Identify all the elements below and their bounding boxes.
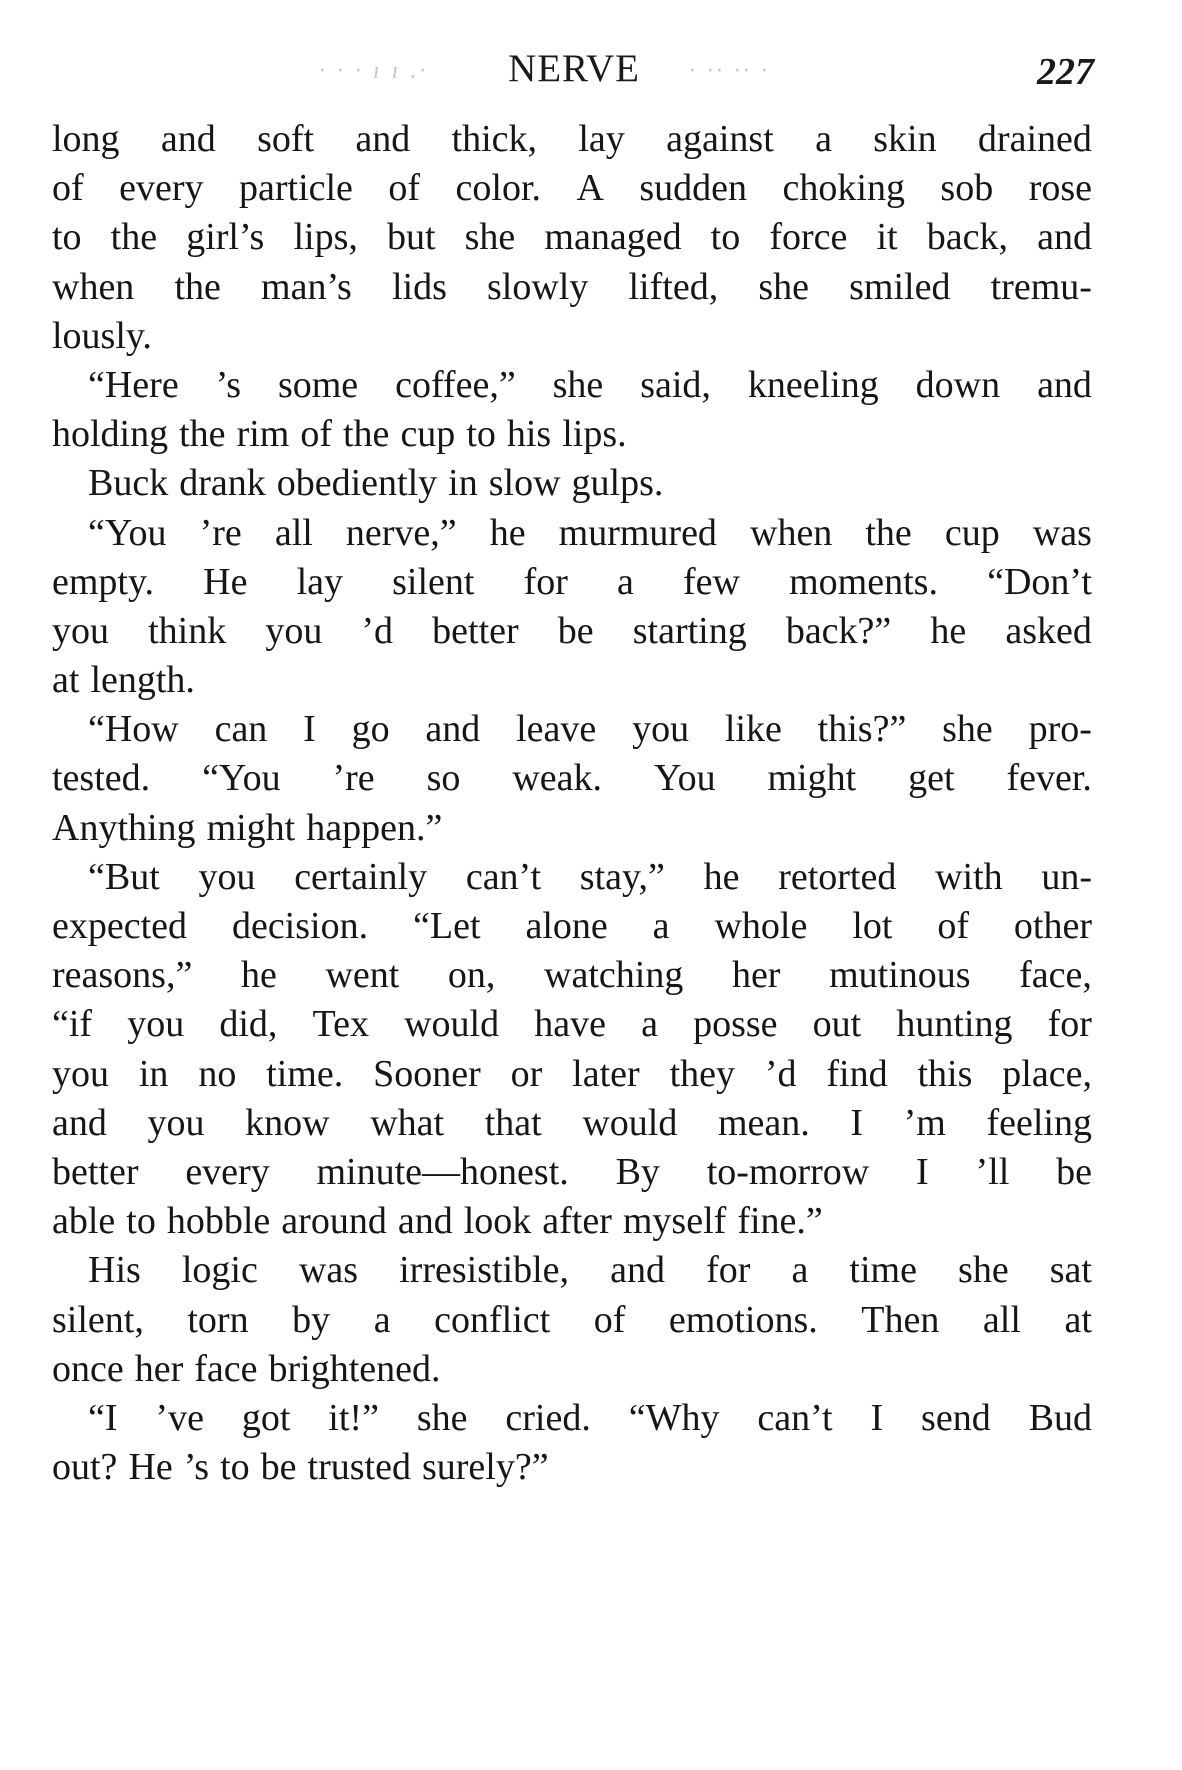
word: You <box>653 757 716 800</box>
word: sat <box>1049 1249 1092 1292</box>
word: ’ll <box>975 1150 1010 1193</box>
word: “But <box>88 855 160 898</box>
text-line <box>52 1000 1092 1049</box>
text-line <box>52 1050 1092 1099</box>
word: “You <box>88 511 167 554</box>
word: minute—honest. <box>316 1150 569 1193</box>
text-line <box>52 1296 1092 1345</box>
word: send <box>921 1396 991 1439</box>
word: after <box>542 1200 612 1243</box>
word: better <box>432 609 519 652</box>
word: torn <box>187 1298 249 1341</box>
word: able <box>52 1200 116 1243</box>
word: “Don’t <box>987 560 1092 603</box>
page-number: 227 <box>1037 51 1094 93</box>
word: all <box>274 511 313 554</box>
word: hunting <box>896 1003 1013 1046</box>
word: with <box>935 855 1003 898</box>
word: the <box>343 413 390 456</box>
word: retorted <box>778 855 897 898</box>
word: few <box>683 560 740 603</box>
word: thick, <box>451 118 538 160</box>
word: “I <box>88 1396 118 1439</box>
word: weak. <box>512 757 603 800</box>
word: length. <box>90 659 195 702</box>
word: you <box>198 855 256 898</box>
word: face <box>194 1347 258 1390</box>
word: lously. <box>52 314 152 357</box>
word: she <box>758 265 809 308</box>
word: and <box>52 1101 107 1144</box>
word: Sooner <box>373 1052 481 1095</box>
word: to <box>710 216 741 259</box>
word: no <box>198 1052 237 1095</box>
word: the <box>865 511 912 554</box>
word: go <box>351 708 390 751</box>
word: ’d <box>764 1052 797 1095</box>
word: like <box>724 708 782 751</box>
word: cup <box>944 511 1000 554</box>
word: “Let <box>413 905 481 947</box>
text-line <box>52 410 1092 459</box>
word: did, <box>219 1003 278 1046</box>
word: watching <box>544 954 684 997</box>
word: all <box>982 1298 1021 1341</box>
word: I <box>850 1101 864 1144</box>
word: tremu- <box>990 265 1092 308</box>
word: Buck <box>88 462 169 505</box>
word: starting <box>632 609 747 652</box>
word: would <box>582 1101 678 1144</box>
word: by <box>292 1298 331 1341</box>
word: I <box>870 1396 884 1439</box>
word: you <box>127 1003 185 1046</box>
word: in <box>138 1052 169 1095</box>
word: lay <box>296 560 344 603</box>
word: be <box>260 1446 297 1489</box>
word: lids <box>391 265 447 308</box>
word: lips, <box>293 216 358 259</box>
word: look <box>463 1200 532 1243</box>
word: to <box>126 1200 156 1243</box>
word: once <box>52 1347 124 1390</box>
word: back?” <box>785 609 892 652</box>
word: a <box>652 905 670 947</box>
word: got <box>241 1396 291 1439</box>
word: at <box>1064 1298 1092 1341</box>
word: for <box>523 560 568 603</box>
word: said, <box>640 363 711 406</box>
word: might <box>767 757 857 800</box>
word: back, <box>926 216 1008 259</box>
word: was <box>1032 511 1092 554</box>
running-head <box>54 42 1094 102</box>
word: fine.” <box>737 1200 823 1243</box>
text-line <box>52 1099 1092 1148</box>
text-line <box>52 1246 1092 1295</box>
word: drained <box>977 118 1092 160</box>
text-line <box>52 213 1092 262</box>
word: long <box>52 118 120 160</box>
word: to <box>220 1446 250 1489</box>
word: holding <box>52 413 169 456</box>
word: they <box>669 1052 735 1095</box>
word: she <box>464 216 516 259</box>
word: gulps. <box>571 462 664 505</box>
word: you <box>265 609 323 652</box>
word: I <box>303 708 316 751</box>
word: can’t <box>757 1396 833 1439</box>
word: can’t <box>465 855 542 898</box>
word: get <box>908 757 955 800</box>
word: every <box>119 167 204 210</box>
word: skin <box>873 118 937 160</box>
word: ’s <box>183 1446 210 1489</box>
word: asked <box>1005 609 1092 652</box>
word: He <box>128 1446 173 1489</box>
running-title: NERVE <box>508 47 640 90</box>
word: “Here <box>88 363 179 406</box>
text-line <box>52 1394 1092 1443</box>
word: sudden <box>639 167 748 210</box>
word: a <box>791 1249 809 1292</box>
word: and <box>355 118 411 160</box>
word: but <box>386 216 436 259</box>
word: soft <box>257 118 315 160</box>
text-line <box>52 656 1092 705</box>
text-line <box>52 558 1092 607</box>
word: so <box>426 757 461 800</box>
word: around <box>281 1200 387 1243</box>
word: ’ve <box>155 1396 204 1439</box>
word: better <box>52 1150 139 1193</box>
word: of <box>52 167 84 210</box>
word: she <box>552 363 604 406</box>
word: color. <box>455 167 541 210</box>
word: decision. <box>231 905 369 947</box>
word: this <box>917 1052 973 1095</box>
word: down <box>915 363 1001 406</box>
word: choking <box>782 167 905 210</box>
text-line <box>52 804 1092 853</box>
word: Anything <box>52 806 196 849</box>
word: of <box>388 167 421 210</box>
word: a <box>815 118 832 160</box>
text-line <box>52 164 1092 213</box>
word: mean. <box>717 1101 810 1144</box>
word: some <box>277 363 359 406</box>
word: that <box>484 1101 542 1144</box>
text-line <box>52 853 1092 902</box>
text-line <box>52 263 1092 312</box>
word: surely?” <box>421 1446 549 1489</box>
word: you <box>52 1052 109 1095</box>
word: sob <box>940 167 994 210</box>
word: the <box>179 413 226 456</box>
word: whole <box>714 905 808 947</box>
word: or <box>510 1052 543 1095</box>
word: and <box>1037 216 1092 259</box>
word: coffee,” <box>395 363 516 406</box>
word: cried. <box>505 1396 591 1439</box>
word: murmured <box>558 511 717 554</box>
word: find <box>826 1052 888 1095</box>
text-line <box>52 1443 1092 1492</box>
word: brightened. <box>268 1347 441 1390</box>
word: she <box>416 1396 468 1439</box>
word: By <box>615 1150 660 1193</box>
word: out <box>812 1003 862 1046</box>
word: he <box>489 511 526 554</box>
word: kneeling <box>747 363 879 406</box>
word: hobble <box>166 1200 271 1243</box>
word: of <box>937 905 969 947</box>
word: can <box>214 708 268 751</box>
word: silent <box>392 560 475 603</box>
word: “if <box>52 1003 93 1046</box>
word: it!” <box>328 1396 379 1439</box>
body-text <box>52 115 1092 1492</box>
text-line <box>52 115 1092 164</box>
word: lay <box>578 118 625 160</box>
word: and <box>610 1249 665 1292</box>
word: managed <box>544 216 682 259</box>
word: and <box>425 708 481 751</box>
word: of <box>300 413 332 456</box>
word: and <box>160 118 216 160</box>
word: leave <box>516 708 597 751</box>
word: smiled <box>849 265 951 308</box>
word: Then <box>861 1298 940 1341</box>
word: He <box>203 560 248 603</box>
word: was <box>298 1249 359 1292</box>
word: it <box>876 216 898 259</box>
text-line <box>52 1345 1092 1394</box>
text-line <box>52 951 1092 1000</box>
word: be <box>1056 1150 1092 1193</box>
word: moments. <box>789 560 938 603</box>
word: happen.” <box>306 806 443 849</box>
word: went <box>325 954 400 997</box>
word: Bud <box>1028 1396 1092 1439</box>
word: this?” <box>817 708 907 751</box>
word: have <box>534 1003 606 1046</box>
word: you <box>632 708 690 751</box>
word: rose <box>1028 167 1092 210</box>
word: she <box>942 708 993 751</box>
word: at <box>52 659 80 702</box>
word: a <box>373 1298 391 1341</box>
word: cup <box>400 413 456 456</box>
word: lifted, <box>628 265 719 308</box>
word: A <box>576 167 604 210</box>
word: be <box>557 609 594 652</box>
word: slow <box>488 462 561 505</box>
word: ’m <box>903 1101 946 1144</box>
word: time <box>849 1249 917 1292</box>
word: he <box>240 954 277 997</box>
word: the <box>110 216 158 259</box>
word: he <box>930 609 967 652</box>
word: to <box>52 216 82 259</box>
word: empty. <box>52 560 155 603</box>
text-line <box>52 754 1092 803</box>
word: know <box>245 1101 330 1144</box>
word: his <box>506 413 552 456</box>
word: force <box>769 216 848 259</box>
word: un- <box>1041 855 1092 898</box>
word: place, <box>1002 1052 1092 1095</box>
word: emotions. <box>668 1298 818 1341</box>
word: logic <box>181 1249 258 1292</box>
word: tested. <box>52 757 151 800</box>
word: might <box>206 806 296 849</box>
word: irresistible, <box>399 1249 570 1292</box>
word: in <box>448 462 478 505</box>
word: stay,” <box>579 855 665 898</box>
word: of <box>593 1298 626 1341</box>
word: rim <box>236 413 290 456</box>
word: you <box>52 609 109 652</box>
word: “How <box>88 708 179 751</box>
word: would <box>404 1003 500 1046</box>
word: feeling <box>986 1101 1092 1144</box>
word: pro- <box>1028 708 1092 751</box>
word: conflict <box>434 1298 551 1341</box>
word: think <box>148 609 227 652</box>
word: on, <box>447 954 496 997</box>
word: “Why <box>628 1396 720 1439</box>
word: out? <box>52 1446 118 1489</box>
show-through-text-left: · · · ı ı .· <box>319 58 429 84</box>
text-line <box>52 902 1092 951</box>
word: a <box>617 560 634 603</box>
word: and <box>397 1200 453 1243</box>
word: time. <box>266 1052 344 1095</box>
word: certainly <box>294 855 428 898</box>
word: ’re <box>332 757 375 800</box>
word: silent, <box>52 1298 144 1341</box>
word: lot <box>852 905 893 947</box>
word: alone <box>525 905 608 947</box>
word: her <box>134 1347 184 1390</box>
text-line <box>52 459 1092 508</box>
word: he <box>703 855 740 898</box>
word: posse <box>693 1003 778 1046</box>
word: a <box>641 1003 658 1046</box>
text-line <box>52 509 1092 558</box>
word: girl’s <box>186 216 265 259</box>
word: against <box>666 118 774 160</box>
word: I <box>916 1150 929 1193</box>
text-line <box>52 607 1092 656</box>
text-line <box>52 1197 1092 1246</box>
word: every <box>185 1150 270 1193</box>
word: to <box>466 413 496 456</box>
word: “You <box>202 757 281 800</box>
word: nerve,” <box>345 511 457 554</box>
word: myself <box>622 1200 727 1243</box>
word: later <box>572 1052 640 1095</box>
word: for <box>706 1249 751 1292</box>
word: you <box>147 1101 205 1144</box>
word: expected <box>52 905 188 947</box>
word: her <box>731 954 781 997</box>
word: for <box>1047 1003 1092 1046</box>
word: trusted <box>307 1446 411 1489</box>
word: to-morrow <box>706 1150 870 1193</box>
word: she <box>958 1249 1009 1292</box>
word: His <box>88 1249 141 1292</box>
word: lips. <box>562 413 627 456</box>
word: drank <box>179 462 266 505</box>
word: fever. <box>1006 757 1092 800</box>
word: other <box>1013 905 1092 947</box>
word: when <box>52 265 135 308</box>
word: ’re <box>199 511 242 554</box>
word: obediently <box>276 462 438 505</box>
word: what <box>370 1101 445 1144</box>
word: Tex <box>312 1003 369 1046</box>
word: mutinous <box>829 954 971 997</box>
show-through-text-right: · ·· ·· · <box>689 58 770 84</box>
word: when <box>750 511 833 554</box>
text-line <box>52 361 1092 410</box>
word: ’s <box>215 363 241 406</box>
word: face, <box>1019 954 1092 997</box>
word: the <box>174 265 221 308</box>
word: reasons,” <box>52 954 193 997</box>
word: particle <box>238 167 353 210</box>
word: and <box>1037 363 1092 406</box>
text-line <box>52 312 1092 361</box>
word: ’d <box>361 609 394 652</box>
word: man’s <box>261 265 352 308</box>
word: slowly <box>487 265 589 308</box>
text-line <box>52 1148 1092 1197</box>
text-line <box>52 705 1092 754</box>
